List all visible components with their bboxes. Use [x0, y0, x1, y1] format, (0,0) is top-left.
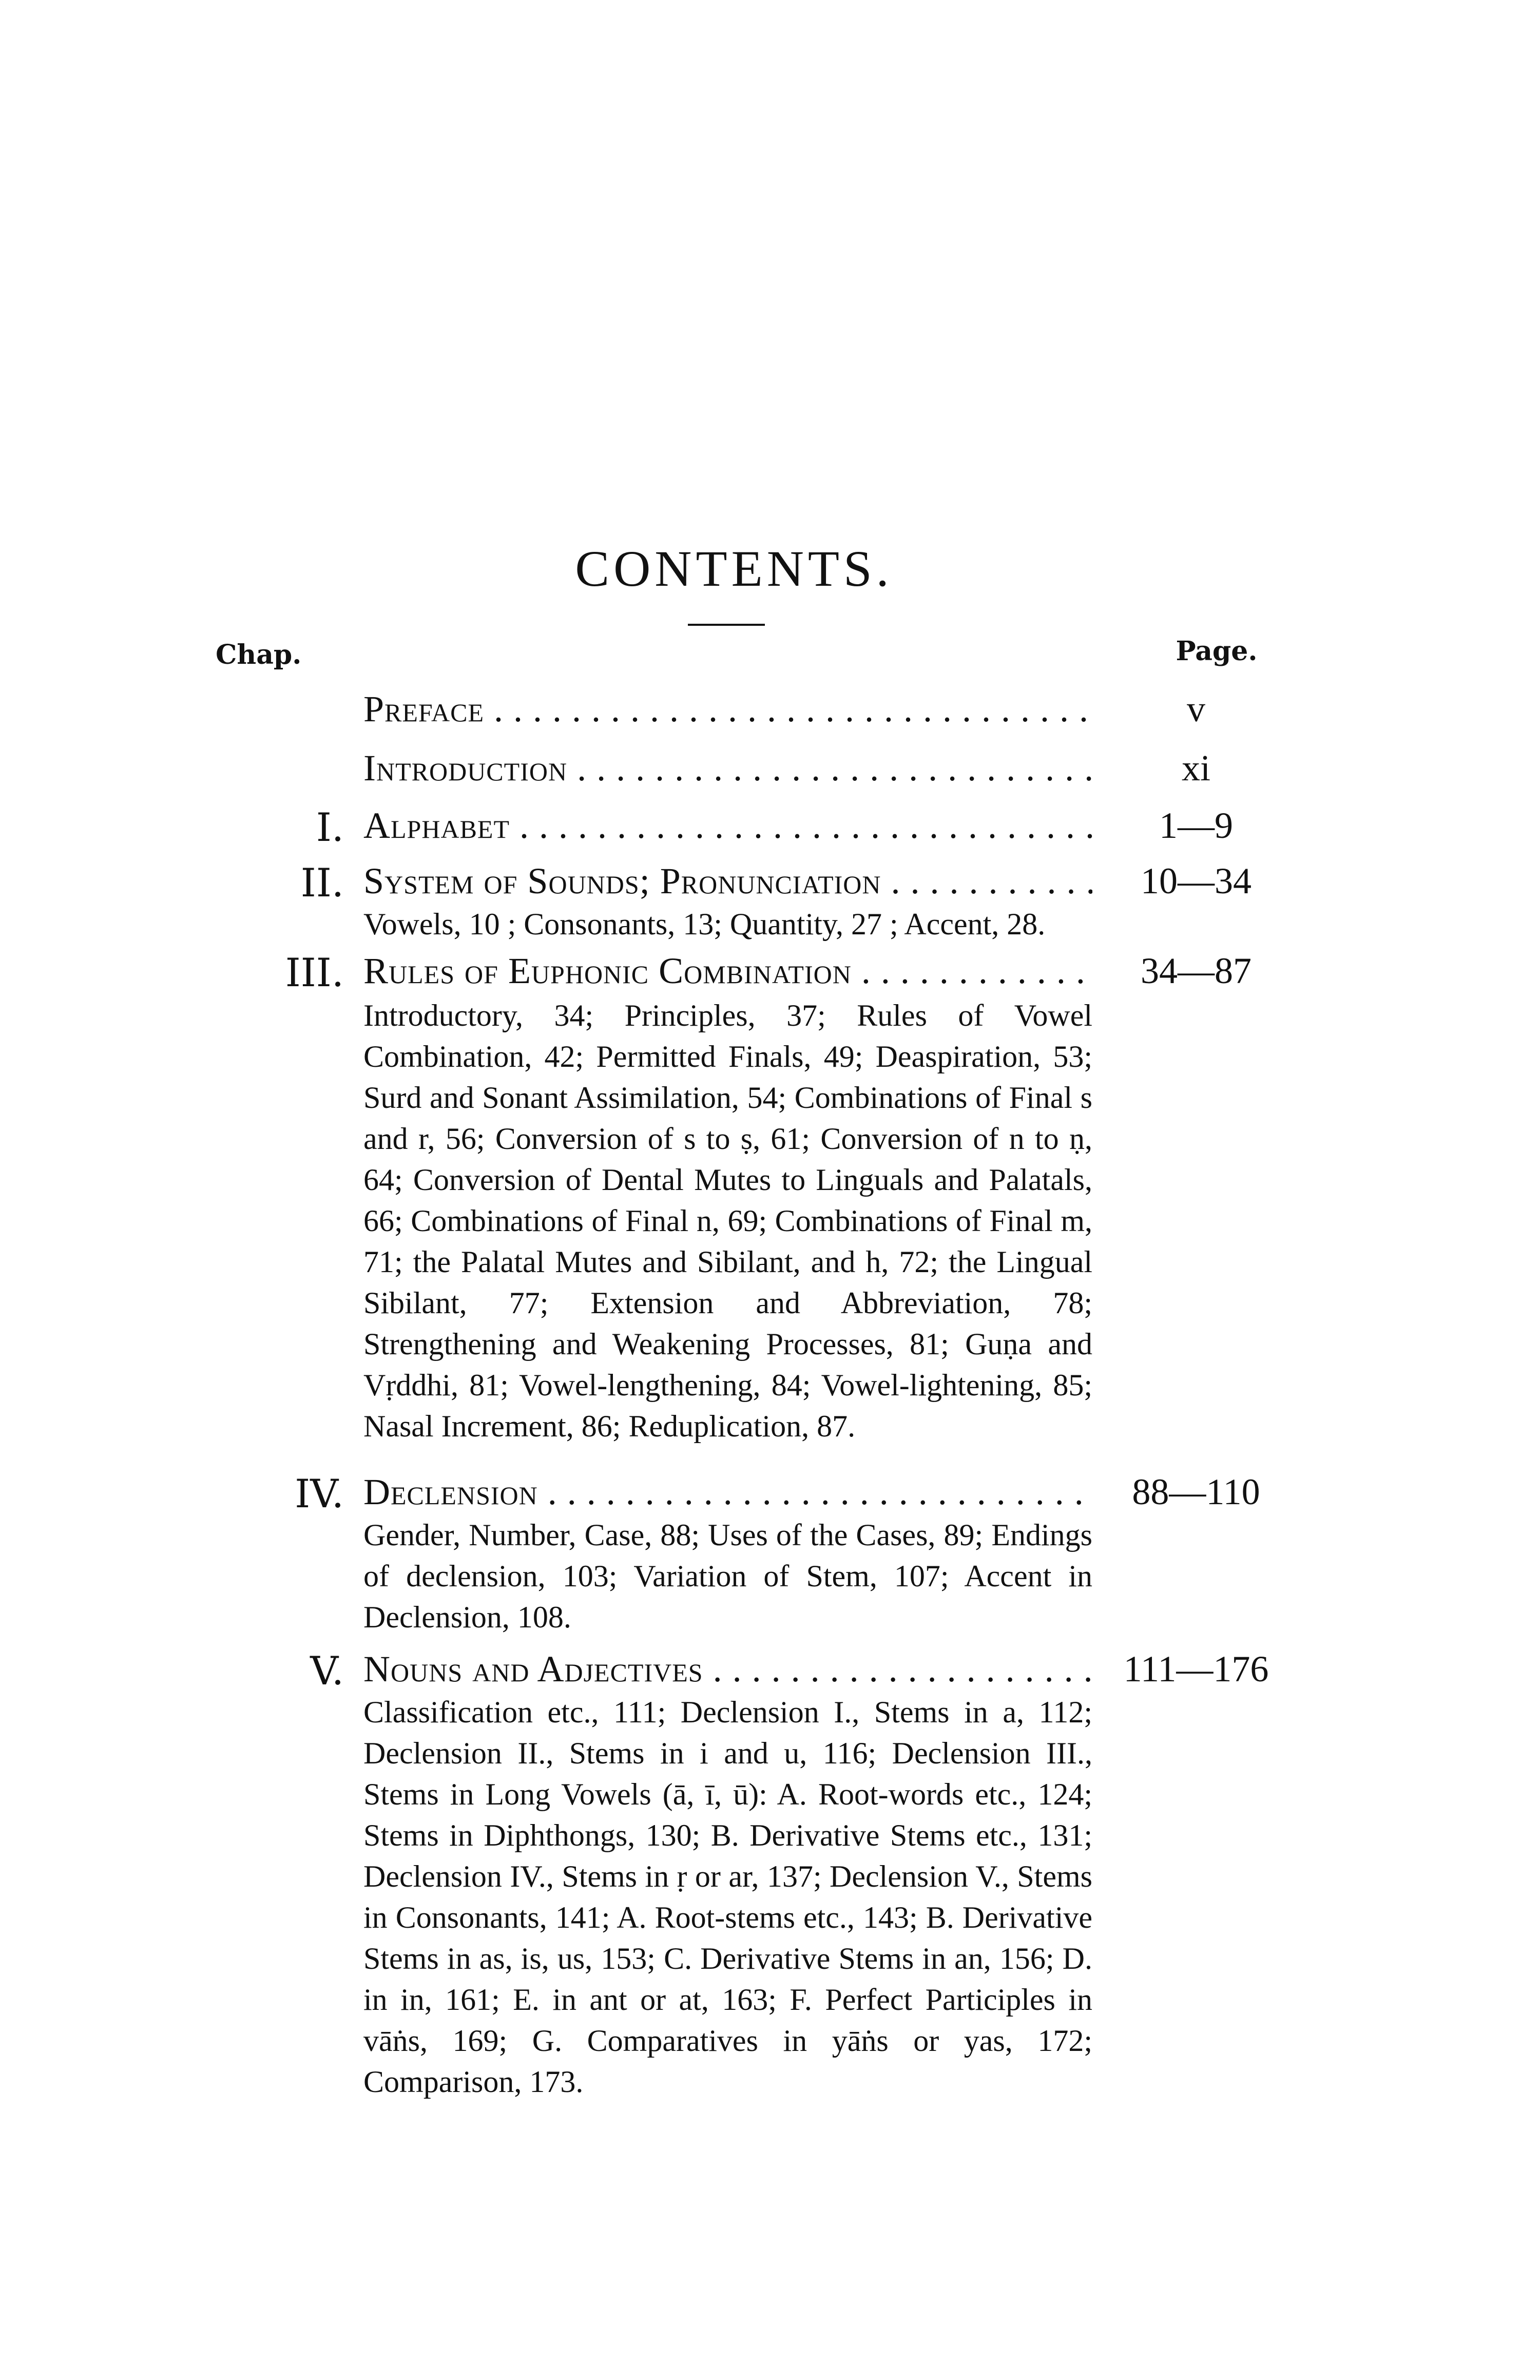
chapter-description: Introductory, 34; Principles, 37; Rules of Vowel Combination, 42; Permitted Finals, 49; Deaspiration, 53; Surd and Sonant Assimilation, 54; Combinations of Final s and r, 56; Conversion of s to ṣ, 61; Conversion of n to ṇ, 64; Conversion of Dental Mutes to Linguals and Palatals, 66; Combinations of Final n, 69; Combinations of Final m, 71; the Palatal Mutes and Sibilant, and h, 72; the Lingual Sibilant, 77; Extension and Abbreviation, 78; Strengthening and Weakening Processes, 81; Guṇa and Vṛddhi, 81; Vowel-lengthening, 84; Vowel-lightening, 85; Nasal Increment, 86; Reduplication, 87.: [363, 999, 1092, 1443]
page-range: xi: [1181, 747, 1210, 789]
chapter-title: Introduction . . .: [363, 747, 1092, 790]
title-rule: [688, 624, 765, 626]
chapter-title: System of Sounds; Pronunciation . . .: [363, 860, 1092, 903]
chapter-number: V.: [310, 1648, 344, 1694]
chapter-title: Rules of Euphonic Combination . . .: [363, 950, 1092, 992]
chapter-title: Alphabet . . .: [363, 804, 1092, 847]
page-column-header: Page.: [1176, 636, 1258, 667]
chapter-number: II.: [300, 860, 344, 906]
chapter-number: IV.: [295, 1471, 344, 1517]
page-range: 10—34: [1141, 860, 1252, 901]
page-range: 111—176: [1123, 1648, 1269, 1690]
page-title: CONTENTS.: [575, 540, 893, 597]
toc-entry-declension: [0, 1466, 1540, 1634]
chapter-description: Vowels, 10 ; Consonants, 13; Quantity, 27 ; Accent, 28.: [363, 907, 1046, 941]
toc-entry-euphonic-combination: [0, 945, 1540, 1443]
chapter-number: I.: [316, 804, 344, 850]
toc-entry-alphabet: [0, 799, 1540, 856]
page-range: v: [1187, 688, 1205, 730]
chapter-title: Preface . . .: [363, 688, 1092, 731]
chapter-description: Gender, Number, Case, 88; Uses of the Cases, 89; Endings of declension, 103; Variation of Stem, 107; Accent in Declension, 108.: [363, 1518, 1092, 1634]
page-range: 88—110: [1132, 1471, 1260, 1512]
chapter-title: Nouns and Adjectives . . .: [363, 1648, 1092, 1691]
chapter-description: Classification etc., 111; Declension I., Stems in a, 112; Declension II., Stems in i and u, 116; Declension III., Stems in Long Vowels (ā, ī, ū): A. Root-words etc., 124; Stems in Diphthongs, 130; B. Derivative Stems etc., 131; Declension IV., Stems in ṛ or ar, 137; Declension V., Stems in Consonants, 141; A. Root-stems etc., 143; B. Derivative Stems in as, is, us, 153; C. Derivative Stems in an, 156; D. in in, 161; E. in ant or at, 163; F. Perfect Participles in vāṅs, 169; G. Comparatives in yāṅs or yas, 172; Comparison, 173.: [363, 1695, 1092, 2099]
chapter-title: Declension . . .: [363, 1471, 1092, 1513]
chapter-column-header: Chap.: [216, 639, 302, 670]
toc-entry-system-of-sounds: [0, 855, 1540, 941]
toc-entry-preface: [0, 683, 1540, 739]
page-range: 34—87: [1141, 950, 1252, 991]
toc-entry-nouns-and-adjectives: [0, 1643, 1540, 2099]
toc-entry-introduction: [0, 742, 1540, 798]
chapter-number: III.: [285, 950, 344, 995]
page-range: 1—9: [1159, 805, 1233, 846]
